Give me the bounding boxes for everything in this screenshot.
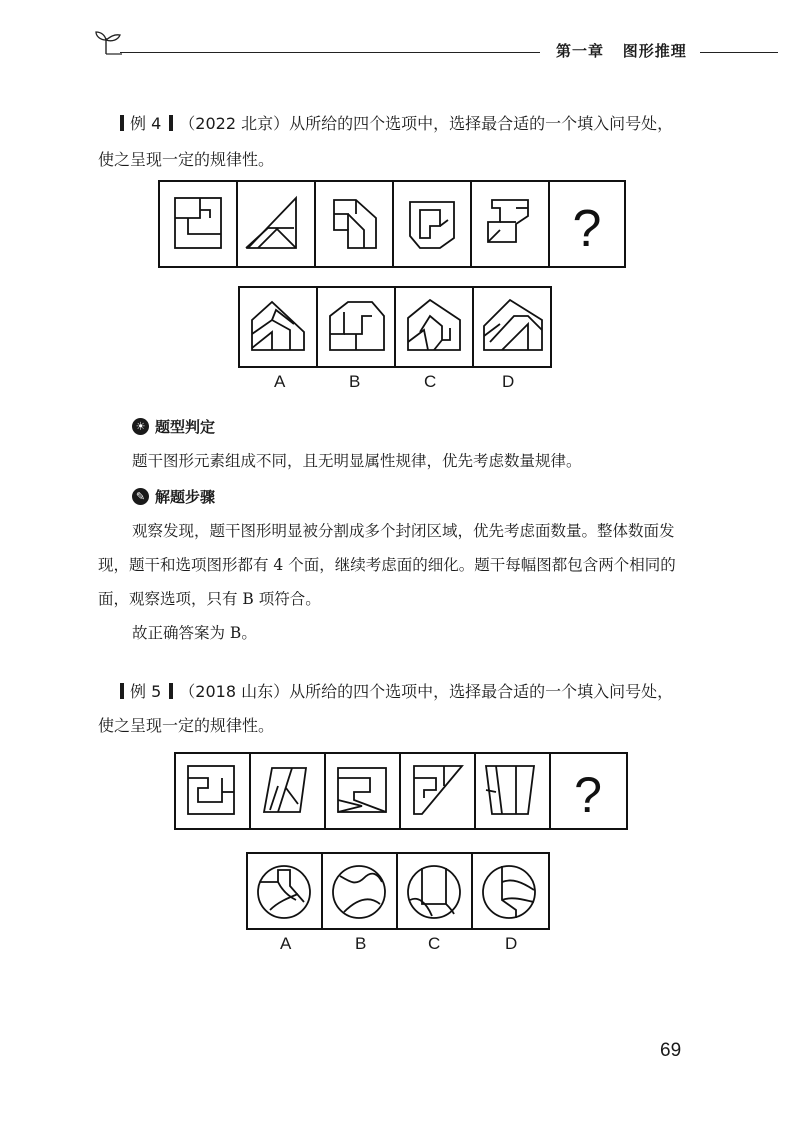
chapter-header [556,40,687,61]
answer-text: 故正确答案为 B。 [132,624,257,642]
example-5-question-line1: 从所给的四个选项中，选择最合适的一个填入问号处， [289,682,674,701]
example-5-question-mark: ? [574,767,602,823]
example-4-question-line1: 从所给的四个选项中，选择最合适的一个填入问号处， [289,114,674,133]
example-4-option-figures [238,286,554,370]
header-rule-left [120,52,540,53]
example-5-stem-figures [174,752,630,832]
example-5-question [112,680,702,704]
example-5-option-figures [246,852,552,932]
example-5-option-d-label: D [505,934,518,953]
page-number: 69 [660,1040,682,1061]
example-5-option-b-label: B [355,934,367,953]
example-4-option-d-label: D [502,372,515,391]
section-steps-title: 解题步骤 [155,488,216,506]
section-type-text: 题干图形元素组成不同，且无明显属性规律，优先考虑数量规律。 [132,452,582,470]
steps-line-2: 现，题干和选项图形都有 4 个面，继续考虑面的细化。题干每幅图都包含两个相同的 [98,556,676,574]
example-4-option-c-label: C [424,372,437,391]
header-rule-right [700,52,778,53]
example-5-question-line2: 使之呈现一定的规律性。 [98,716,275,735]
wrench-icon: ✎ [132,488,149,505]
example-5-option-a-label: A [280,934,292,953]
example-4-question-mark: ? [572,200,602,258]
section-type-title: 题型判定 [155,418,216,436]
lightbulb-icon: ☀ [132,418,149,435]
example-4-question-line2: 使之呈现一定的规律性。 [98,150,275,169]
section-steps-heading [132,486,215,507]
steps-line-3: 面，观察选项，只有 B 项符合。 [98,590,321,608]
example-4-source: （2022 北京） [179,114,290,133]
example-4-option-a-label: A [274,372,286,391]
example-4-label: 例 4 [130,114,162,133]
section-type-heading [132,416,215,437]
example-4-stem-figures [158,180,628,270]
example-5-label: 例 5 [130,682,162,701]
example-5-option-c-label: C [428,934,441,953]
chapter-number: 第一章 [556,42,605,60]
example-5-source: （2018 山东） [179,682,290,701]
chapter-title: 图形推理 [622,42,687,60]
example-4-option-b-label: B [349,372,361,391]
steps-line-1: 观察发现，题干图形明显被分割成多个封闭区域，优先考虑面数量。整体数面发 [132,522,675,540]
example-4-question [112,112,702,136]
